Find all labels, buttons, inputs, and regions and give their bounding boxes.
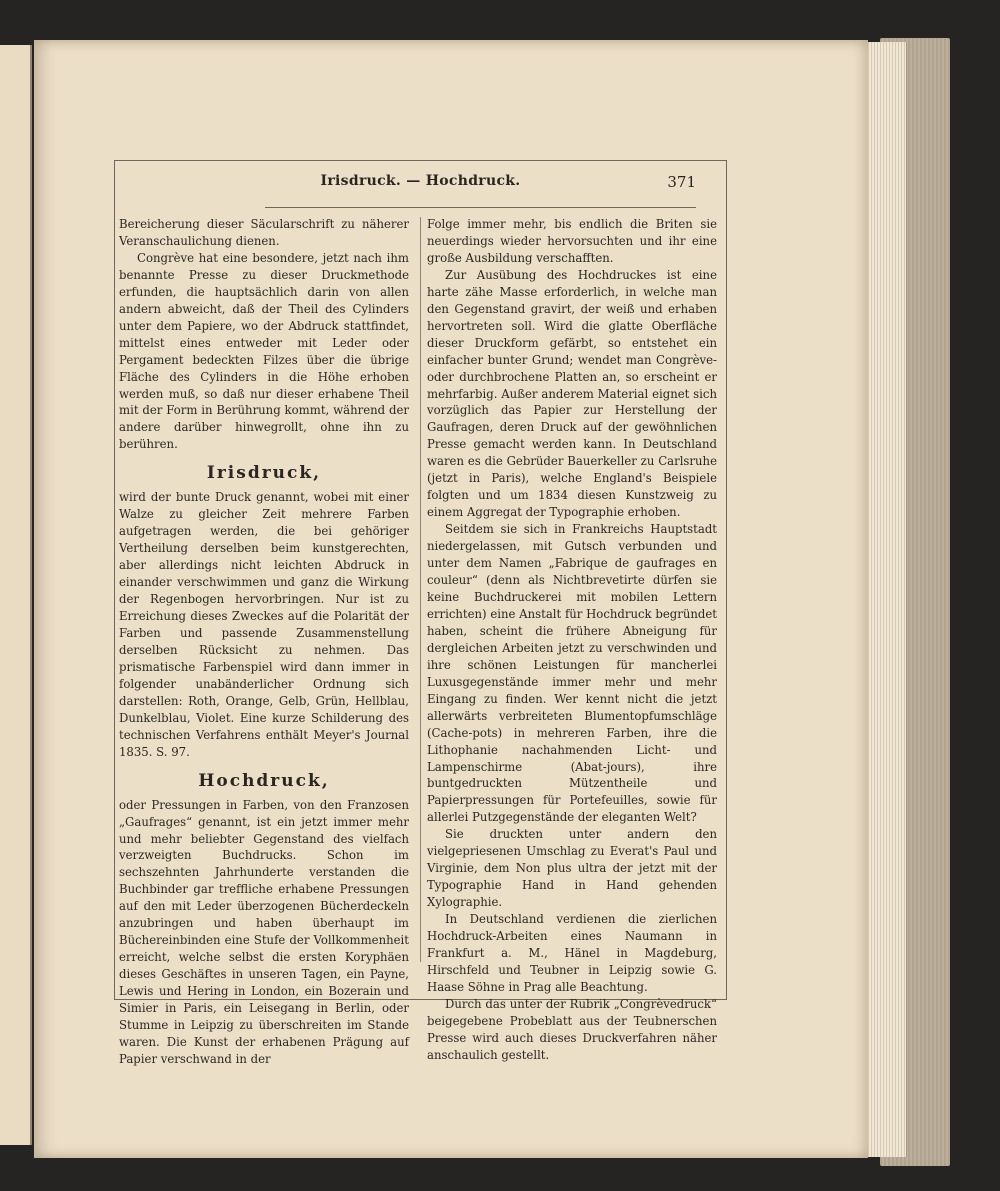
book-page: [34, 40, 868, 1158]
header-rule: [265, 207, 696, 208]
paragraph: Congrève hat eine besondere, jetzt nach ihm benannte Presse zu dieser Druckmethode erfunden, die hauptsächlich darin von allen andern abweicht, daß der Theil des Cylinders unter dem Papiere, wo der Abdruck stattfindet, mittelst eines entweder mit Leder oder Pergament bedeckten Filzes über die übrige Fläche des Cylinders in die Höhe erhoben werden muß, so daß nur dieser erhabene Theil mit der Form in Berührung kommt, während der andere darüber hinwegrollt, ohne ihn zu berühren.: [119, 250, 409, 452]
paragraph: Sie druckten unter andern den vielgepriesenen Umschlag zu Everat's Paul und Virginie, dem Non plus ultra der jetzt mit der Typographie Hand in Hand gehenden Xylographie.: [427, 827, 717, 910]
header-title: Irisdruck. — Hochdruck.: [320, 173, 521, 189]
section-heading-irisdruck: Irisdruck,: [206, 463, 322, 484]
column-divider: [420, 217, 421, 962]
paragraph: In Deutschland verdienen die zierlichen Hochdruck-Arbeiten eines Naumann in Frankfurt a. M., Hänel in Magdeburg, Hirschfeld und Teubner in Leipzig sowie G. Haase Söhne in Prag alle Beachtung.: [427, 912, 717, 994]
paragraph: Bereicherung dieser Säcularschrift zu näherer Veranschaulichung dienen.: [119, 217, 409, 248]
running-header: [115, 173, 726, 195]
page-edges: [866, 42, 907, 1157]
left-page-edge: [0, 45, 32, 1145]
paragraph: oder Pressungen in Farben, von den Franzosen „Gaufrages“ genannt, ist ein jetzt immer mehr und mehr beliebter Gegenstand des vielfach verzweigten Buchdrucks. Schon im sechszehnten Jahrhunderte verstanden die Buchbinder gar treffliche erhabene Pressungen auf den mit Leder überzogenen Bücherdeckeln anzubringen und haben überhaupt im Büchereinbinden eine Stufe der Vollkommenheit erreicht, welche selbst die ersten Koryphäen dieses Geschäftes in unseren Tagen, ein Payne, Lewis und Hering in London, ein Bozerain und Simier in Paris, ein Leisegang in Berlin, oder Stumme in Leipzig zu überschreiten im Stande waren. Die Kunst der erhabenen Prägung auf Papier verschwand in der: [119, 797, 409, 1066]
paragraph: wird der bunte Druck genannt, wobei mit einer Walze zu gleicher Zeit mehrere Farben aufgetragen werden, die bei gehöriger Vertheilung derselben beim kunstgerechten, aber allerdings nicht leichten Abdruck in einander verschwimmen und ganz die Wirkung der Regenbogen hervorbringen. Nur ist zu Erreichung dieses Zweckes auf die Polarität der Farben und passende Zusammenstellung derselben Rücksicht zu nehmen. Das prismatische Farbenspiel wird dann immer in folgender unabänderlicher Ordnung sich darstellen: Roth, Orange, Gelb, Grün, Hellblau, Dunkelblau, Violet. Eine kurze Schilderung des technischen Verfahrens enthält Meyer's Journal 1835. S. 97.: [119, 490, 409, 759]
paragraph: Zur Ausübung des Hochdruckes ist eine harte zähe Masse erforderlich, in welche man den Gegenstand gravirt, der weiß und erhaben hervortreten soll. Wird die glatte Oberfläche dieser Druckform gefärbt, so entstehet ein einfacher bunter Grund; wendet man Congrève- oder durchbrochene Platten an, so erscheint er mehrfarbig. Außer anderem Material eignet sich vorzüglich das Papier zur Herstellung der Gaufragen, deren Druck auf der gewöhnlichen Presse gemacht werden kann. In Deutschland waren es die Gebrüder Bauerkeller zu Carlsruhe (jetzt in Paris), welche England's Beispiele folgten und um 1834 diesen Kunstzweig zu einem Aggregat der Typographie erhoben.: [427, 267, 717, 520]
paragraph: Seitdem sie sich in Frankreichs Hauptstadt niedergelassen, mit Gutsch verbunden und unter dem Namen „Fabrique de gaufrages en couleur“ (denn als Nichtbrevetirte dürfen sie keine Buchdruckerei mit mobilen Lettern errichten) eine Anstalt für Hochdruck begründet haben, scheint die frühere Abneigung für dergleichen Arbeiten jetzt zu verschwinden und ihre schönen Leistungen für mancherlei Luxusgegenstände immer mehr und mehr Eingang zu finden. Wer kennt nicht die jetzt allerwärts verbreiteten Blumentopfumschläge (Cache-pots) in mehreren Farben, ihre die Lithophanie nachahmenden Licht- und Lampenschirme (Abat-jours), ihre buntgedruckten Mützentheile und Papierpressungen für Portefeuilles, sowie für allerlei Putzgegenstände der eleganten Welt?: [427, 522, 717, 825]
paragraph: Folge immer mehr, bis endlich die Briten sie neuerdings wieder hervorsuchten und ihr eine große Ausbildung verschafften.: [427, 217, 717, 265]
page-number: 371: [667, 173, 696, 191]
section-heading-hochdruck: Hochdruck,: [198, 770, 330, 791]
left-column: [119, 216, 409, 1066]
text-frame: [114, 160, 727, 1066]
right-column: [427, 216, 717, 1062]
paragraph: Durch das unter der Rubrik „Congrèvedruck“ beigegebene Probeblatt aus der Teubnerschen Presse wird auch dieses Druckverfahren näher anschaulich gestellt.: [427, 996, 717, 1062]
